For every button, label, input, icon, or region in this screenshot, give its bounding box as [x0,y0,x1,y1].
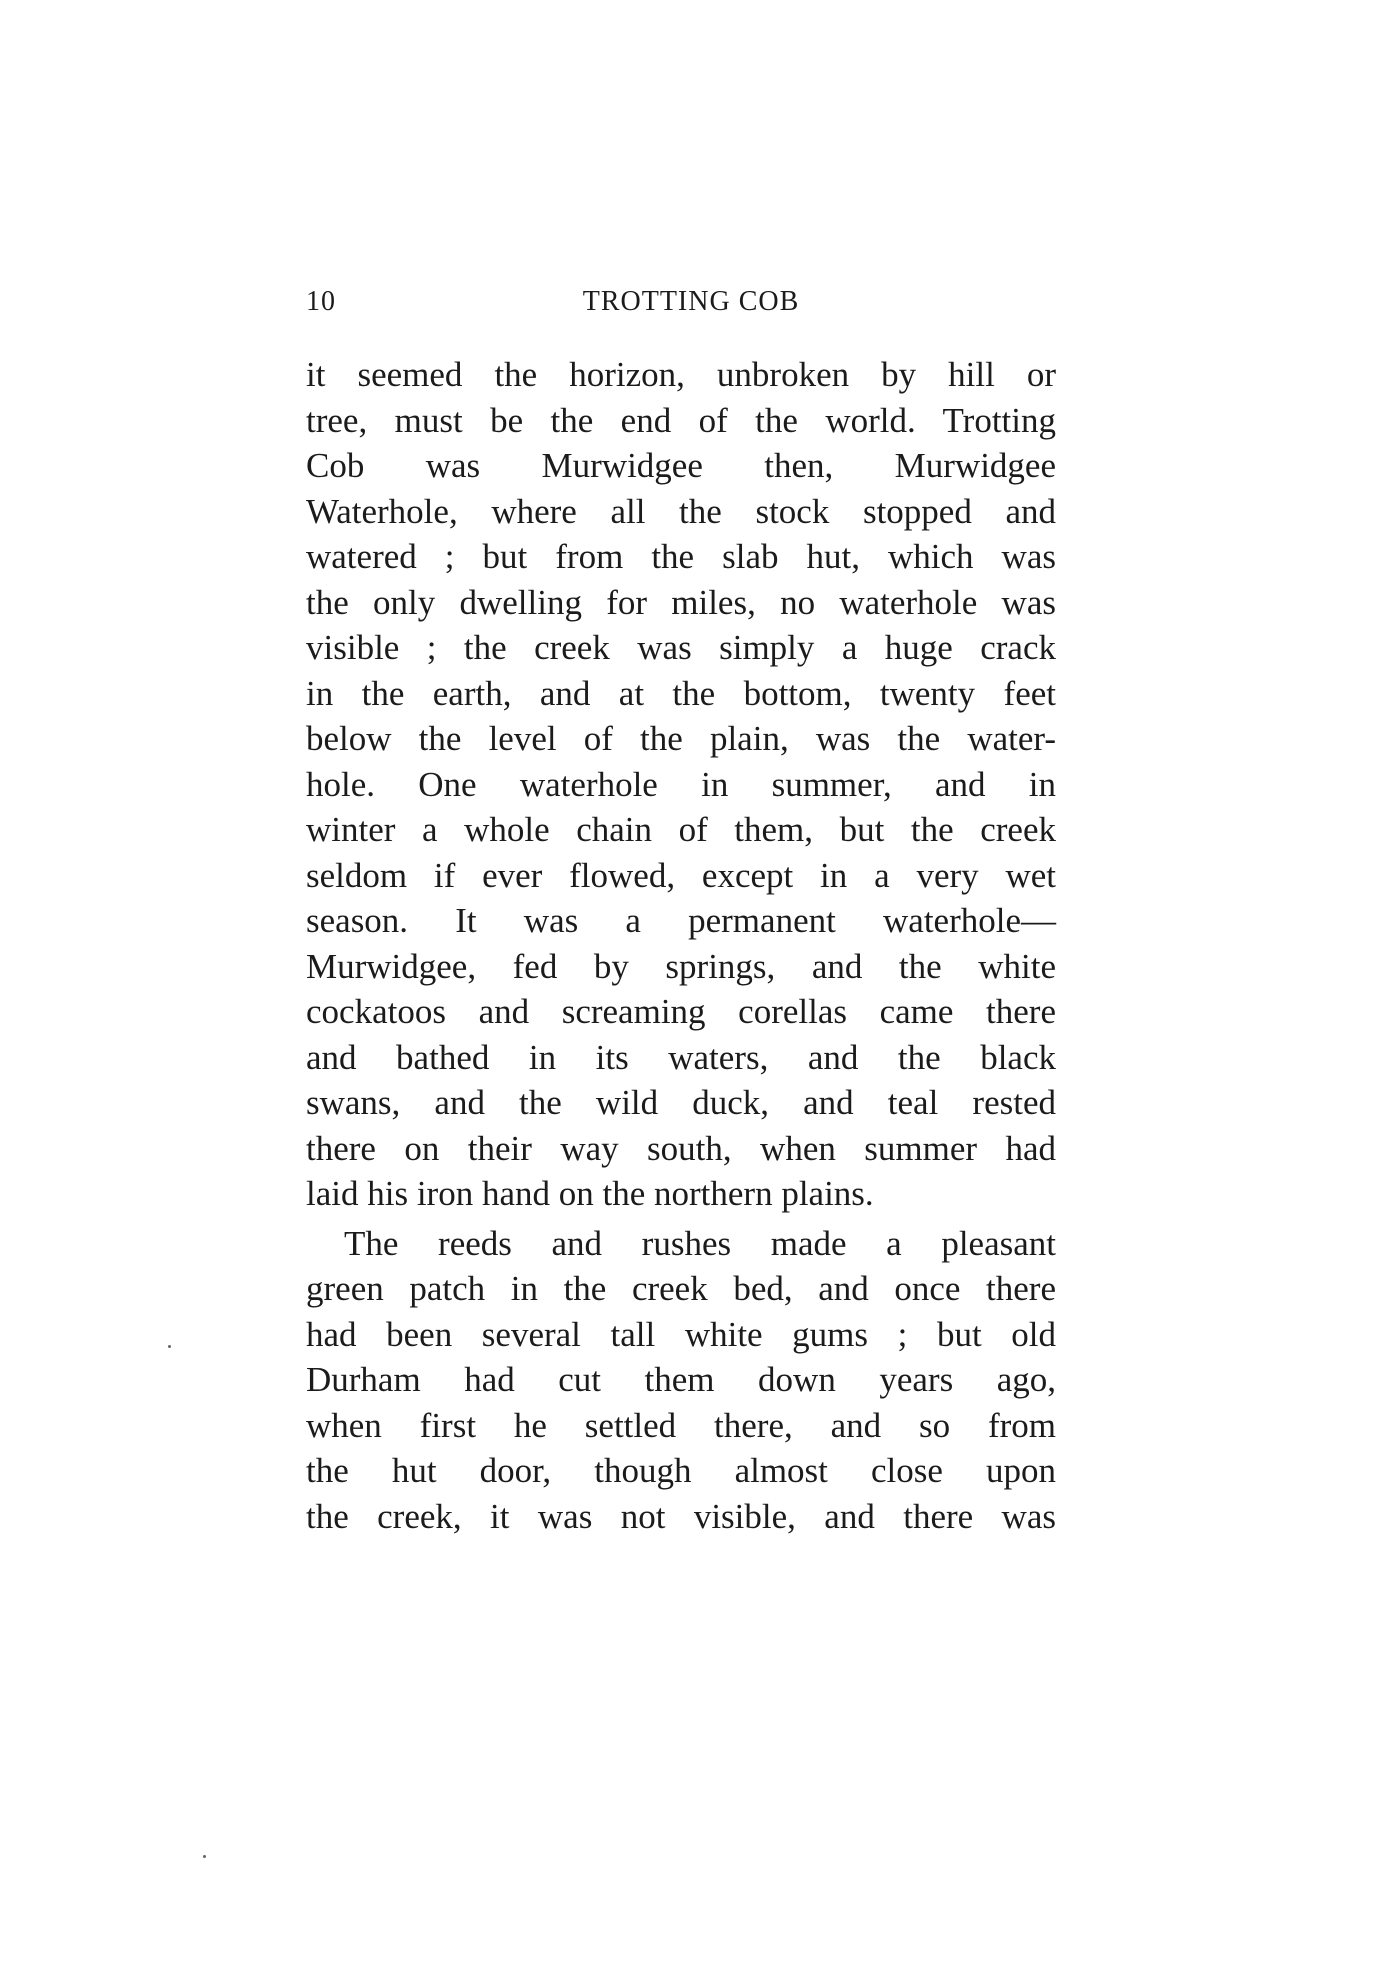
text-line: green patch in the creek bed, and once there [306,1269,1056,1308]
running-title: TROTTING COB [582,286,800,317]
text-line: swans, and the wild duck, and teal rested [306,1083,1056,1122]
body-text [306,352,1056,1539]
scan-speck [203,1855,206,1858]
text-line: the creek, it was not visible, and there was [306,1496,1056,1536]
text-line: and bathed in its waters, and the black [306,1037,1056,1077]
text-line: visible ; the creek was simply a huge crack [306,628,1056,667]
running-header [306,286,1056,326]
text-line: there on their way south, when summer had [306,1128,1056,1168]
text-line: the hut door, though almost close upon [306,1451,1056,1490]
text-line: Durham had cut them down years ago, [306,1360,1056,1399]
text-line: laid his iron hand on the northern plains. [306,1174,874,1213]
text-line: when first he settled there, and so from [306,1405,1056,1445]
text-line: had been several tall white gums ; but old [306,1314,1056,1354]
text-line: seldom if ever flowed, except in a very wet [306,855,1056,895]
page-number: 10 [306,286,336,317]
text-line: winter a whole chain of them, but the creek [306,810,1056,849]
text-line: tree, must be the end of the world. Trotting [306,400,1056,440]
text-line: Waterhole, where all the stock stopped and [306,491,1056,531]
text-line: below the level of the plain, was the water- [306,719,1056,758]
text-line: watered ; but from the slab hut, which was [306,537,1056,576]
scan-speck [168,1345,171,1348]
text-line: season. It was a permanent waterhole— [306,901,1056,940]
text-line: Cob was Murwidgee then, Murwidgee [306,446,1056,485]
paragraph-2 [306,1221,1056,1540]
text-line: the only dwelling for miles, no waterhole was [306,582,1056,622]
text-line: it seemed the horizon, unbroken by hill or [306,355,1056,394]
text-line: The reeds and rushes made a pleasant [344,1223,1056,1263]
text-line: in the earth, and at the bottom, twenty feet [306,673,1056,713]
text-line: hole. One waterhole in summer, and in [306,764,1056,804]
text-line: Murwidgee, fed by springs, and the white [306,946,1056,986]
text-line: cockatoos and screaming corellas came there [306,992,1056,1031]
paragraph-1 [306,352,1056,1217]
